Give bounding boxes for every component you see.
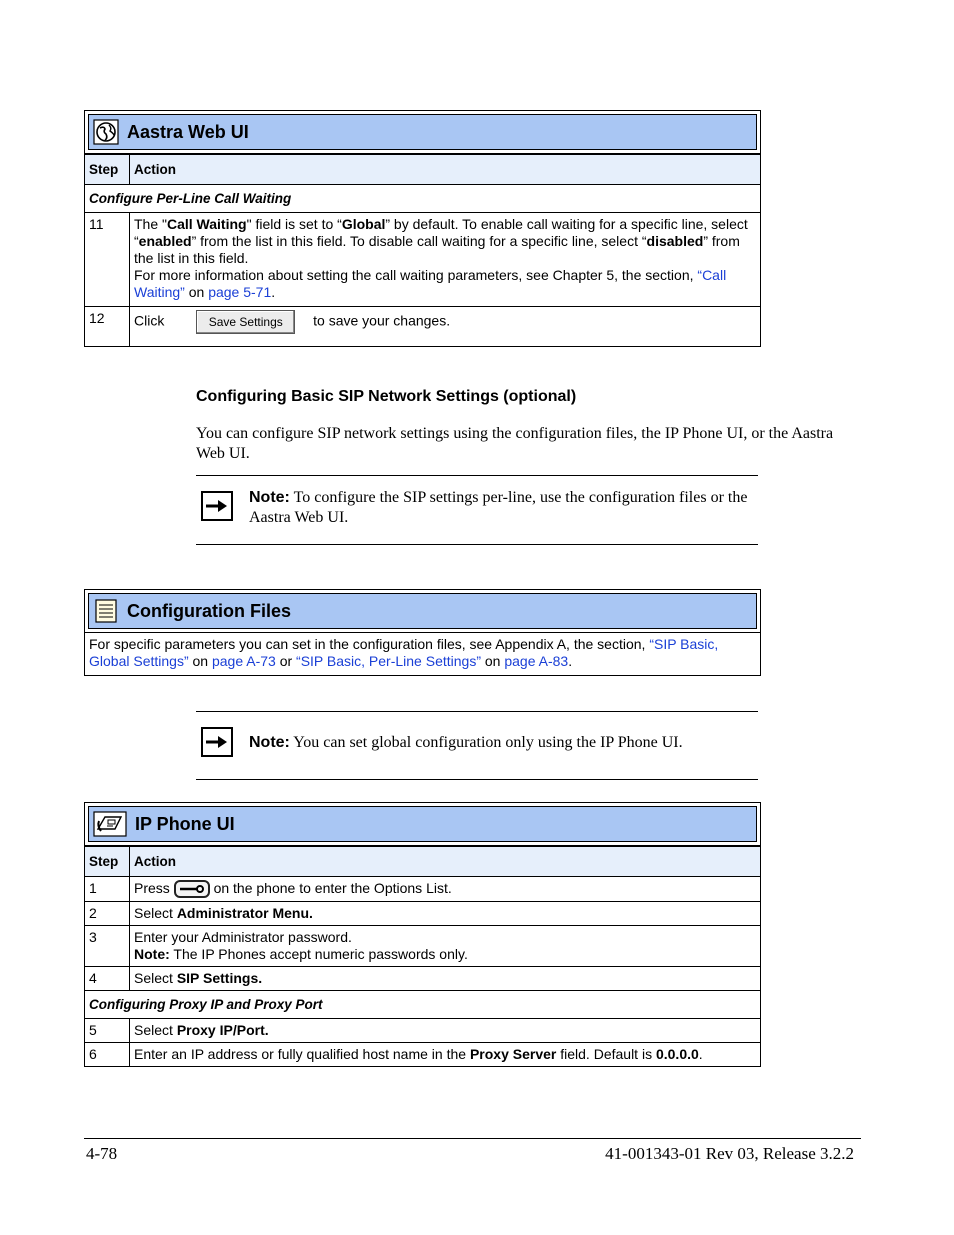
- section-heading: Configuring Basic SIP Network Settings (optional): [196, 388, 577, 405]
- step-action: Click Save Settings to save your changes.: [130, 307, 761, 347]
- arrow-right-icon: [201, 491, 233, 521]
- sip-basic-per-line-link[interactable]: “SIP Basic, Per-Line Settings”: [296, 653, 481, 669]
- step-action: Enter an IP address or fully qualified host name in the Proxy Server field. Default is 0.0.0.0.: [130, 1043, 761, 1067]
- section-title: Configuring Proxy IP and Proxy Port: [85, 991, 761, 1019]
- options-key-icon: [174, 880, 210, 898]
- table-row: [85, 213, 761, 307]
- web-ui-header: [84, 110, 761, 154]
- step-number: 2: [85, 902, 130, 926]
- ip-phone-title: IP Phone UI: [135, 813, 235, 834]
- divider: [196, 544, 758, 545]
- step-number: 11: [85, 213, 130, 307]
- step-number: 5: [85, 1019, 130, 1043]
- document-icon: [93, 598, 119, 624]
- config-files-body: For specific parameters you can set in the configuration files, see Appendix A, the section, “SIP Basic, Global Settings” on page A-73 or “SIP Basic, Per-Line Settings” on page A-83.: [84, 633, 761, 676]
- page-number: 4-78: [86, 1144, 118, 1163]
- save-settings-button[interactable]: Save Settings: [196, 310, 295, 334]
- doc-id: 41-001343-01 Rev 03, Release 3.2.2: [605, 1144, 854, 1163]
- footer-rule: [84, 1138, 861, 1139]
- web-ui-steps-table: [84, 154, 761, 347]
- ip-phone-header: [84, 802, 761, 846]
- sip-basic-global-link[interactable]: “SIP Basic, Global Settings”: [89, 636, 719, 669]
- section-body: You can configure SIP network settings using the configuration files, the IP Phone UI, or the Aastra Web UI.: [196, 425, 834, 462]
- web-ui-title: Aastra Web UI: [127, 121, 249, 142]
- col-action: Action: [130, 847, 761, 877]
- col-step: Step: [85, 155, 130, 185]
- table-row: [85, 1019, 761, 1043]
- step-action: Press on the phone to enter the Options List.: [130, 877, 761, 902]
- step-action: Enter your Administrator password. Note: The IP Phones accept numeric passwords only.: [130, 926, 761, 967]
- step-number: 6: [85, 1043, 130, 1067]
- col-step: Step: [85, 847, 130, 877]
- config-files-title: Configuration Files: [127, 600, 291, 621]
- step-action: Select Proxy IP/Port.: [130, 1019, 761, 1043]
- config-files-block: [84, 589, 761, 676]
- divider: [196, 779, 758, 780]
- step-action: The "Call Waiting" field is set to “Global” by default. To enable call waiting for a specific line, select “enabled” from the list in this field. To disable call waiting for a specific line, select “disabled” from the list in this field. For more information about setting the call waiting parameters, see Chapter 5, the section, “Call Waiting” on page 5-71.: [130, 213, 761, 307]
- table-row: [85, 967, 761, 991]
- note-text: Note: To configure the SIP settings per-line, use the configuration files or the Aastra Web UI.: [249, 489, 748, 526]
- table-row: [85, 926, 761, 967]
- divider: [196, 475, 758, 476]
- note-text: Note: You can set global configuration only using the IP Phone UI.: [249, 734, 683, 751]
- step-number: 1: [85, 877, 130, 902]
- step-action: Select SIP Settings.: [130, 967, 761, 991]
- table-row: [85, 1043, 761, 1067]
- page-a-73-link[interactable]: page A-73: [211, 653, 276, 669]
- globe-icon: [93, 119, 119, 145]
- col-action: Action: [130, 155, 761, 185]
- config-files-header: [84, 589, 761, 633]
- page-5-71-link[interactable]: page 5-71: [208, 284, 272, 300]
- divider: [196, 711, 758, 712]
- section-title: Configure Per-Line Call Waiting: [85, 185, 761, 213]
- step-number: 12: [85, 307, 130, 347]
- table-row: [85, 877, 761, 902]
- phone-icon: [93, 811, 127, 837]
- table-row: [85, 902, 761, 926]
- web-ui-block: [84, 110, 761, 347]
- step-number: 4: [85, 967, 130, 991]
- ip-phone-block: [84, 802, 761, 1067]
- page-a-83-link[interactable]: page A-83: [504, 653, 569, 669]
- table-row: [85, 307, 761, 347]
- step-action: Select Administrator Menu.: [130, 902, 761, 926]
- ip-phone-steps-table: [84, 846, 761, 1067]
- arrow-right-icon: [201, 727, 233, 757]
- call-waiting-link[interactable]: “Call Waiting”: [134, 267, 727, 300]
- step-number: 3: [85, 926, 130, 967]
